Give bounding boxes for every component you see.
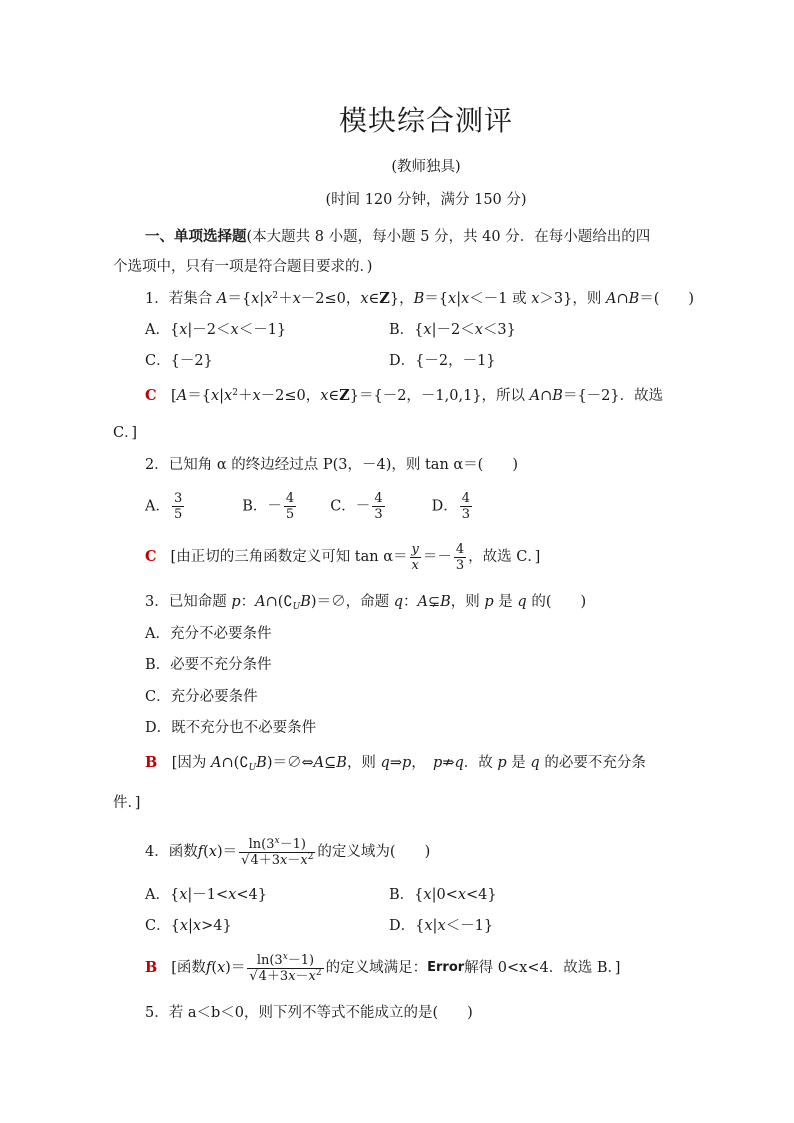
q2-fraction-yx: $\frac{y}{x}$ — [411, 541, 419, 573]
q1-option-b: B．{x|－2＜x＜3} — [389, 322, 516, 338]
section-instructions-line2: 个选项中，只有一项是符合题目要求的．) — [113, 259, 373, 275]
q4-explanation-fraction: $\frac{\ln(3^x-1)}{√4+3x-x^2}$ — [249, 951, 322, 984]
q4-explanation-end: 解得 0<x<4．故选 B．] — [464, 960, 621, 976]
q4-domain-fraction: $\frac{\ln(3^x-1)}{√4+3x-x^2}$ — [241, 835, 314, 868]
q2-explanation-text: [由正切的三角函数定义可知 tan α＝ — [170, 549, 408, 565]
q3-explanation: B [因为 $A\cap(∁_UB)=\emptyset\Leftrightarrow A⊆B$，则 q⇒p， p⇏q．故 p 是 q 的必要不充分条 — [145, 754, 646, 773]
q2-fraction-result: $\frac{4}{3}$ — [455, 541, 465, 573]
q2-option-b: B．－ $\frac{4}{5}$ — [242, 490, 295, 522]
q2-explanation-end: ，故选 C．] — [468, 549, 541, 565]
q4-option-a: A．{x|－1<x<4} — [145, 887, 267, 903]
q1-stem: 1．若集合 $A=\{x|x^2+x-2\le 0$，x∈Z}，B＝{x|x＜－1 或 x＞3}，则 A∩B＝( ) — [145, 290, 695, 307]
q3-option-d: D．既不充分也不必要条件 — [145, 720, 317, 736]
q1-option-a: A．{x|－2＜x＜－1} — [145, 322, 287, 338]
page-subtitle: (教师独具) — [391, 159, 461, 175]
q4-option-b: B．{x|0<x<4} — [389, 887, 497, 903]
q4-error-tag: Error — [427, 960, 465, 975]
q3-option-c: C．充分必要条件 — [145, 689, 258, 705]
q3-explanation-cont: 件．] — [113, 795, 141, 811]
q3-stem: 3．已知命题 p：$A\cap(∁_UB)=\emptyset$，命题 q：A⊊B，则 p 是 q 的( ) — [145, 594, 587, 612]
q4-explanation: B [函数 f ( x )＝ $\frac{\ln(3^x-1)}{√4+3x-x^2}$ 的定义域满足： Error 解得 0<x<4．故选 B．] — [145, 951, 621, 984]
q4-option-c: C．{x|x>4} — [145, 918, 232, 934]
q2-answer: C — [145, 548, 157, 565]
q3-option-b: B．必要不充分条件 — [145, 657, 272, 673]
q2-option-d: D． $\frac{4}{3}$ — [431, 490, 471, 522]
q1-explanation-cont: C．] — [113, 425, 138, 441]
section-instructions-line1: (本大题共 8 小题，每小题 5 分，共 40 分．在每小题给出的四 — [246, 229, 651, 245]
q2-option-a: A． $\frac{3}{5}$ — [145, 490, 183, 522]
q1-explanation: C [$A=\{x|x^2+x-2\le 0$，x∈Z}＝{－2，－1,0,1}，所以 A∩B＝{－2}．故选 — [145, 387, 664, 404]
q5-stem: 5．若 a＜b＜0，则下列不等式不能成立的是( ) — [145, 1005, 473, 1021]
q2-stem: 2．已知角 α 的终边经过点 P(3，－4)，则 tan α＝( ) — [145, 457, 518, 473]
q4-option-d: D．{x|x＜－1} — [389, 918, 494, 934]
section-heading: 一、单项选择题 — [145, 228, 247, 245]
q2-options — [145, 486, 474, 526]
page-title: 模块综合测评 — [338, 104, 513, 137]
section-instructions — [145, 227, 650, 247]
q2-option-c: C．－ $\frac{4}{3}$ — [330, 490, 383, 522]
q3-answer: B — [145, 754, 158, 771]
q1-option-c: C．{－2} — [145, 353, 213, 369]
q4-answer: B — [145, 959, 158, 976]
q3-option-a: A．充分不必要条件 — [145, 626, 272, 642]
q1-answer: C — [145, 387, 157, 404]
time-info: (时间 120 分钟，满分 150 分) — [325, 192, 527, 208]
q1-option-d: D．{－2，－1} — [389, 353, 496, 369]
q2-explanation: C [由正切的三角函数定义可知 tan α＝ $\frac{y}{x}$ ＝－ $\frac{4}{3}$ ，故选 C．] — [145, 541, 541, 573]
q4-stem: 4．函数 f ( x )＝ $\frac{\ln(3^x-1)}{√4+3x-x^2}$ 的定义域为( ) — [145, 835, 431, 868]
